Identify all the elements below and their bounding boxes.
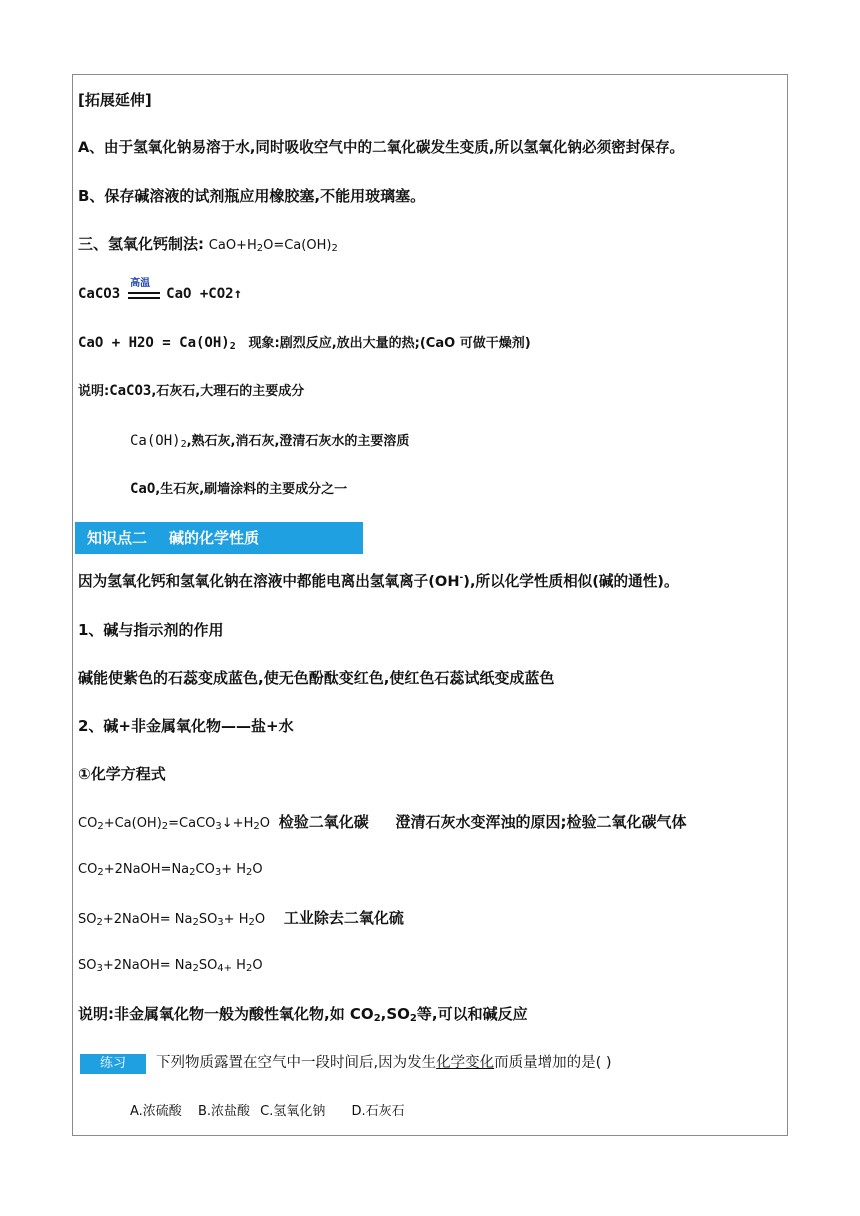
high-temp-condition: 高温 — [128, 284, 160, 304]
section3-equation: $CaO+H_2O=Ca(OH)_2$ — [208, 238, 338, 254]
practice-options — [130, 1102, 405, 1122]
practice-question: 下列物质露置在空气中一段时间后,因为发生化学变化而质量增加的是( ) — [156, 1055, 612, 1071]
knowledge-point-title: 碱的化学性质 — [169, 529, 260, 547]
equation-so2-naoh: $SO_2+2NaOH= Na_2SO_3+ H_2O$ 工业除去二氧化硫 — [78, 909, 404, 928]
section3-title: 三、氢氧化钙制法: — [78, 235, 204, 253]
extension-heading: [拓展延伸] — [78, 91, 152, 109]
equation-heading: ①化学方程式 — [78, 765, 166, 783]
equation-caco3-decompose: CaCO3 高温 CaO +CO2↑ — [78, 278, 243, 302]
item1-title: 1、碱与指示剂的作用 — [78, 621, 224, 639]
equation-co2-caoh2: $CO_2+Ca(OH)_2=CaCO_3↓+H_2O$ 检验二氧化碳 澄清石灰水变浑浊的原因;检验二氧化碳气体 — [78, 813, 687, 832]
option-b[interactable]: B.浓盐酸 — [197, 1104, 251, 1119]
option-c[interactable]: C.氢氧化钠 — [260, 1104, 326, 1119]
point-b: B、保存碱溶液的试剂瓶应用橡胶塞,不能用玻璃塞。 — [78, 187, 426, 205]
knowledge-point-banner — [75, 522, 363, 554]
knowledge-point-label: 知识点二 — [87, 529, 148, 547]
note-caoh2: $Ca(OH)_2$,熟石灰,消石灰,澄清石灰水的主要溶质 — [130, 433, 410, 450]
reaction-phenomenon: 现象:剧烈反应,放出大量的热;(CaO 可做干燥剂) — [248, 336, 531, 351]
note-caco3: 说明:CaCO3,石灰石,大理石的主要成分 — [78, 383, 305, 399]
option-a[interactable]: A.浓硫酸 — [130, 1104, 182, 1119]
base-intro: 因为氢氧化钙和氢氧化钠在溶液中都能电离出氢氧离子(OH-),所以化学性质相似(碱的通性)。 — [78, 573, 679, 590]
option-d[interactable]: D.石灰石 — [351, 1104, 405, 1119]
nonmetal-oxide-explanation: 说明:非金属氧化物一般为酸性氧化物,如 $CO_2,SO_2$等,可以和碱反应 — [78, 1005, 528, 1024]
item2-title: 2、碱+非金属氧化物——盐+水 — [78, 717, 294, 735]
note-cao: CaO,生石灰,刷墙涂料的主要成分之一 — [130, 481, 348, 497]
equation-so3-naoh: $SO_3+2NaOH= Na_2SO_{4+}$ $H_2O$ — [78, 958, 263, 974]
item1-text: 碱能使紫色的石蕊变成蓝色,使无色酚酞变红色,使红色石蕊试纸变成蓝色 — [78, 669, 555, 687]
equation-cao-water: CaO + $H2O = Ca(OH)_2$ 现象:剧烈反应,放出大量的热;(CaO 可做干燥剂) — [78, 335, 531, 352]
section3-heading — [78, 234, 338, 256]
point-a: A、由于氢氧化钠易溶于水,同时吸收空气中的二氧化碳发生变质,所以氢氧化钠必须密封保存。 — [78, 139, 685, 156]
practice-tag: 练习 — [80, 1054, 146, 1074]
equation-co2-naoh: $CO_2+2NaOH=Na_2CO_3+ H_2O$ — [78, 862, 263, 878]
